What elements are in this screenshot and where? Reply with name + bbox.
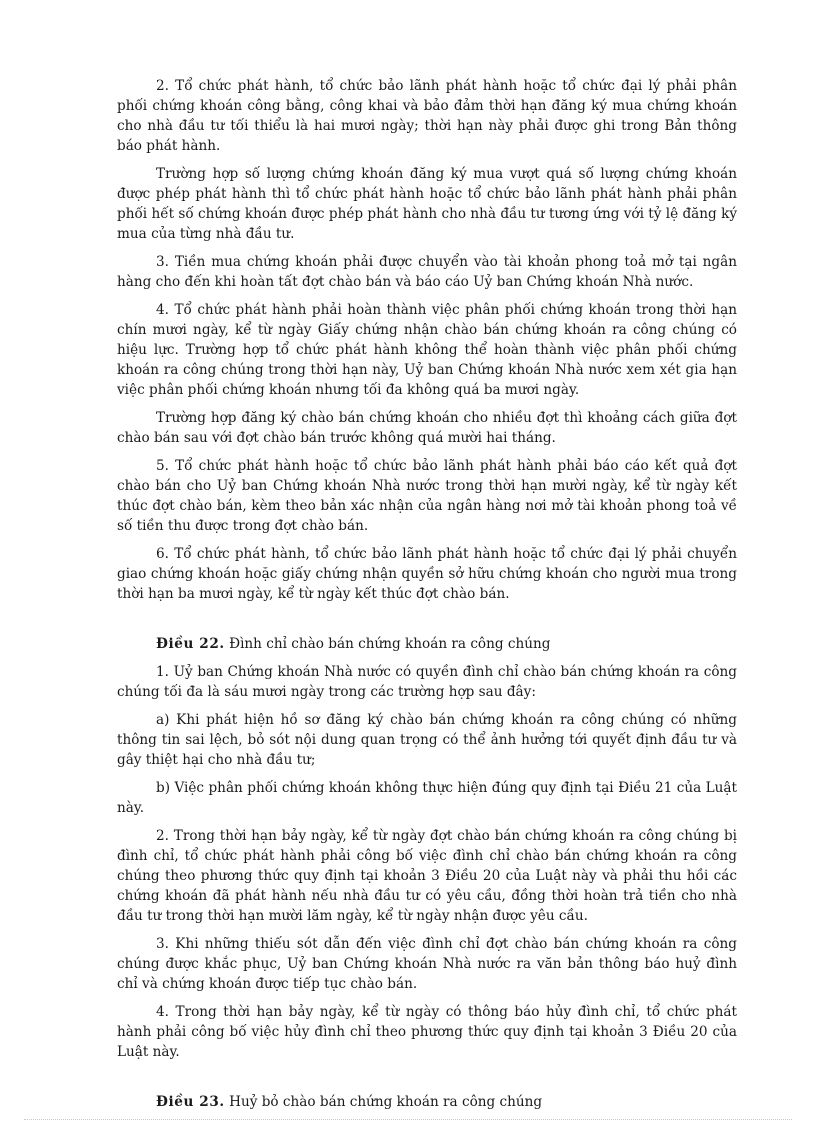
article22-clause-1a: a) Khi phát hiện hồ sơ đăng ký chào bán chứng khoán ra công chúng có những thông tin sai lệch, bỏ sót nội dung quan trọng có thể ảnh hưởng tới quyết định đầu tư và gây thiệt hại cho nhà đầu tư; <box>117 712 737 768</box>
article21-clause-3: 3. Tiền mua chứng khoán phải được chuyển vào tài khoản phong toả mở tại ngân hàng cho đến khi hoàn tất đợt chào bán và báo cáo Uỷ ban Chứng khoán Nhà nước. <box>117 254 737 290</box>
heading-spacer <box>117 654 737 662</box>
article22-heading <box>117 634 737 654</box>
document-page <box>117 76 737 1112</box>
article22-number: Điều 22. <box>156 636 225 652</box>
article21-clause-2-oversubscription: Trường hợp số lượng chứng khoán đăng ký mua vượt quá số lượng chứng khoán được phép phát hành thì tổ chức phát hành hoặc tổ chức bảo lãnh phát hành phải phân phối hết số chứng khoán được phép phát hành cho nhà đầu tư tương ứng với tỷ lệ đăng ký mua của từng nhà đầu tư. <box>117 166 737 242</box>
article23-number: Điều 23. <box>156 1094 225 1110</box>
article21-clause-6: 6. Tổ chức phát hành, tổ chức bảo lãnh phát hành hoặc tổ chức đại lý phải chuyển giao chứng khoán hoặc giấy chứng nhận quyền sở hữu chứng khoán cho người mua trong thời hạn ba mươi ngày, kể từ ngày kết thúc đợt chào bán. <box>117 546 737 602</box>
article23-heading <box>117 1092 737 1112</box>
section-spacer <box>117 612 737 634</box>
article21-clause-4-multiple-rounds: Trường hợp đăng ký chào bán chứng khoán cho nhiều đợt thì khoảng cách giữa đợt chào bán sau với đợt chào bán trước không quá mười hai tháng. <box>117 410 737 446</box>
article22-clause-4: 4. Trong thời hạn bảy ngày, kể từ ngày có thông báo hủy đình chỉ, tổ chức phát hành phải công bố việc hủy đình chỉ theo phương thức quy định tại khoản 3 Điều 20 của Luật này. <box>117 1004 737 1060</box>
article22-clause-2: 2. Trong thời hạn bảy ngày, kể từ ngày đợt chào bán chứng khoán ra công chúng bị đình chỉ, tổ chức phát hành phải công bố việc đình chỉ chào bán chứng khoán ra công chúng theo phương thức quy định tại khoản 3 Điều 20 của Luật này và phải thu hồi các chứng khoán đã phát hành nếu nhà đầu tư có yêu cầu, đồng thời hoàn trả tiền cho nhà đầu tư trong thời hạn mười lăm ngày, kể từ ngày nhận được yêu cầu. <box>117 828 737 924</box>
section-spacer <box>117 1070 737 1092</box>
page-bottom-divider <box>24 1119 792 1120</box>
article21-clause-5: 5. Tổ chức phát hành hoặc tổ chức bảo lãnh phát hành phải báo cáo kết quả đợt chào bán cho Uỷ ban Chứng khoán Nhà nước trong thời hạn mười ngày, kể từ ngày kết thúc đợt chào bán, kèm theo bản xác nhận của ngân hàng nơi mở tài khoản phong toả về số tiền thu được trong đợt chào bán. <box>117 458 737 534</box>
article23-title: Huỷ bỏ chào bán chứng khoán ra công chúng <box>229 1094 543 1110</box>
article22-clause-1: 1. Uỷ ban Chứng khoán Nhà nước có quyền đình chỉ chào bán chứng khoán ra công chúng tối đa là sáu mươi ngày trong các trường hợp sau đây: <box>117 664 737 700</box>
article22-clause-3: 3. Khi những thiếu sót dẫn đến việc đình chỉ đợt chào bán chứng khoán ra công chúng được khắc phục, Uỷ ban Chứng khoán Nhà nước ra văn bản thông báo huỷ đình chỉ và chứng khoán được tiếp tục chào bán. <box>117 936 737 992</box>
article22-clause-1b: b) Việc phân phối chứng khoán không thực hiện đúng quy định tại Điều 21 của Luật này. <box>117 780 737 816</box>
article21-clause-4: 4. Tổ chức phát hành phải hoàn thành việc phân phối chứng khoán trong thời hạn chín mươi ngày, kể từ ngày Giấy chứng nhận chào bán chứng khoán ra công chúng có hiệu lực. Trường hợp tổ chức phát hành không thể hoàn thành việc phân phối chứng khoán ra công chúng trong thời hạn này, Uỷ ban Chứng khoán Nhà nước xem xét gia hạn việc phân phối chứng khoán nhưng tối đa không quá ba mươi ngày. <box>117 302 737 398</box>
article21-clause-2: 2. Tổ chức phát hành, tổ chức bảo lãnh phát hành hoặc tổ chức đại lý phải phân phối chứng khoán công bằng, công khai và bảo đảm thời hạn đăng ký mua chứng khoán cho nhà đầu tư tối thiểu là hai mươi ngày; thời hạn này phải được ghi trong Bản thông báo phát hành. <box>117 78 737 154</box>
article22-title: Đình chỉ chào bán chứng khoán ra công chúng <box>229 636 551 652</box>
